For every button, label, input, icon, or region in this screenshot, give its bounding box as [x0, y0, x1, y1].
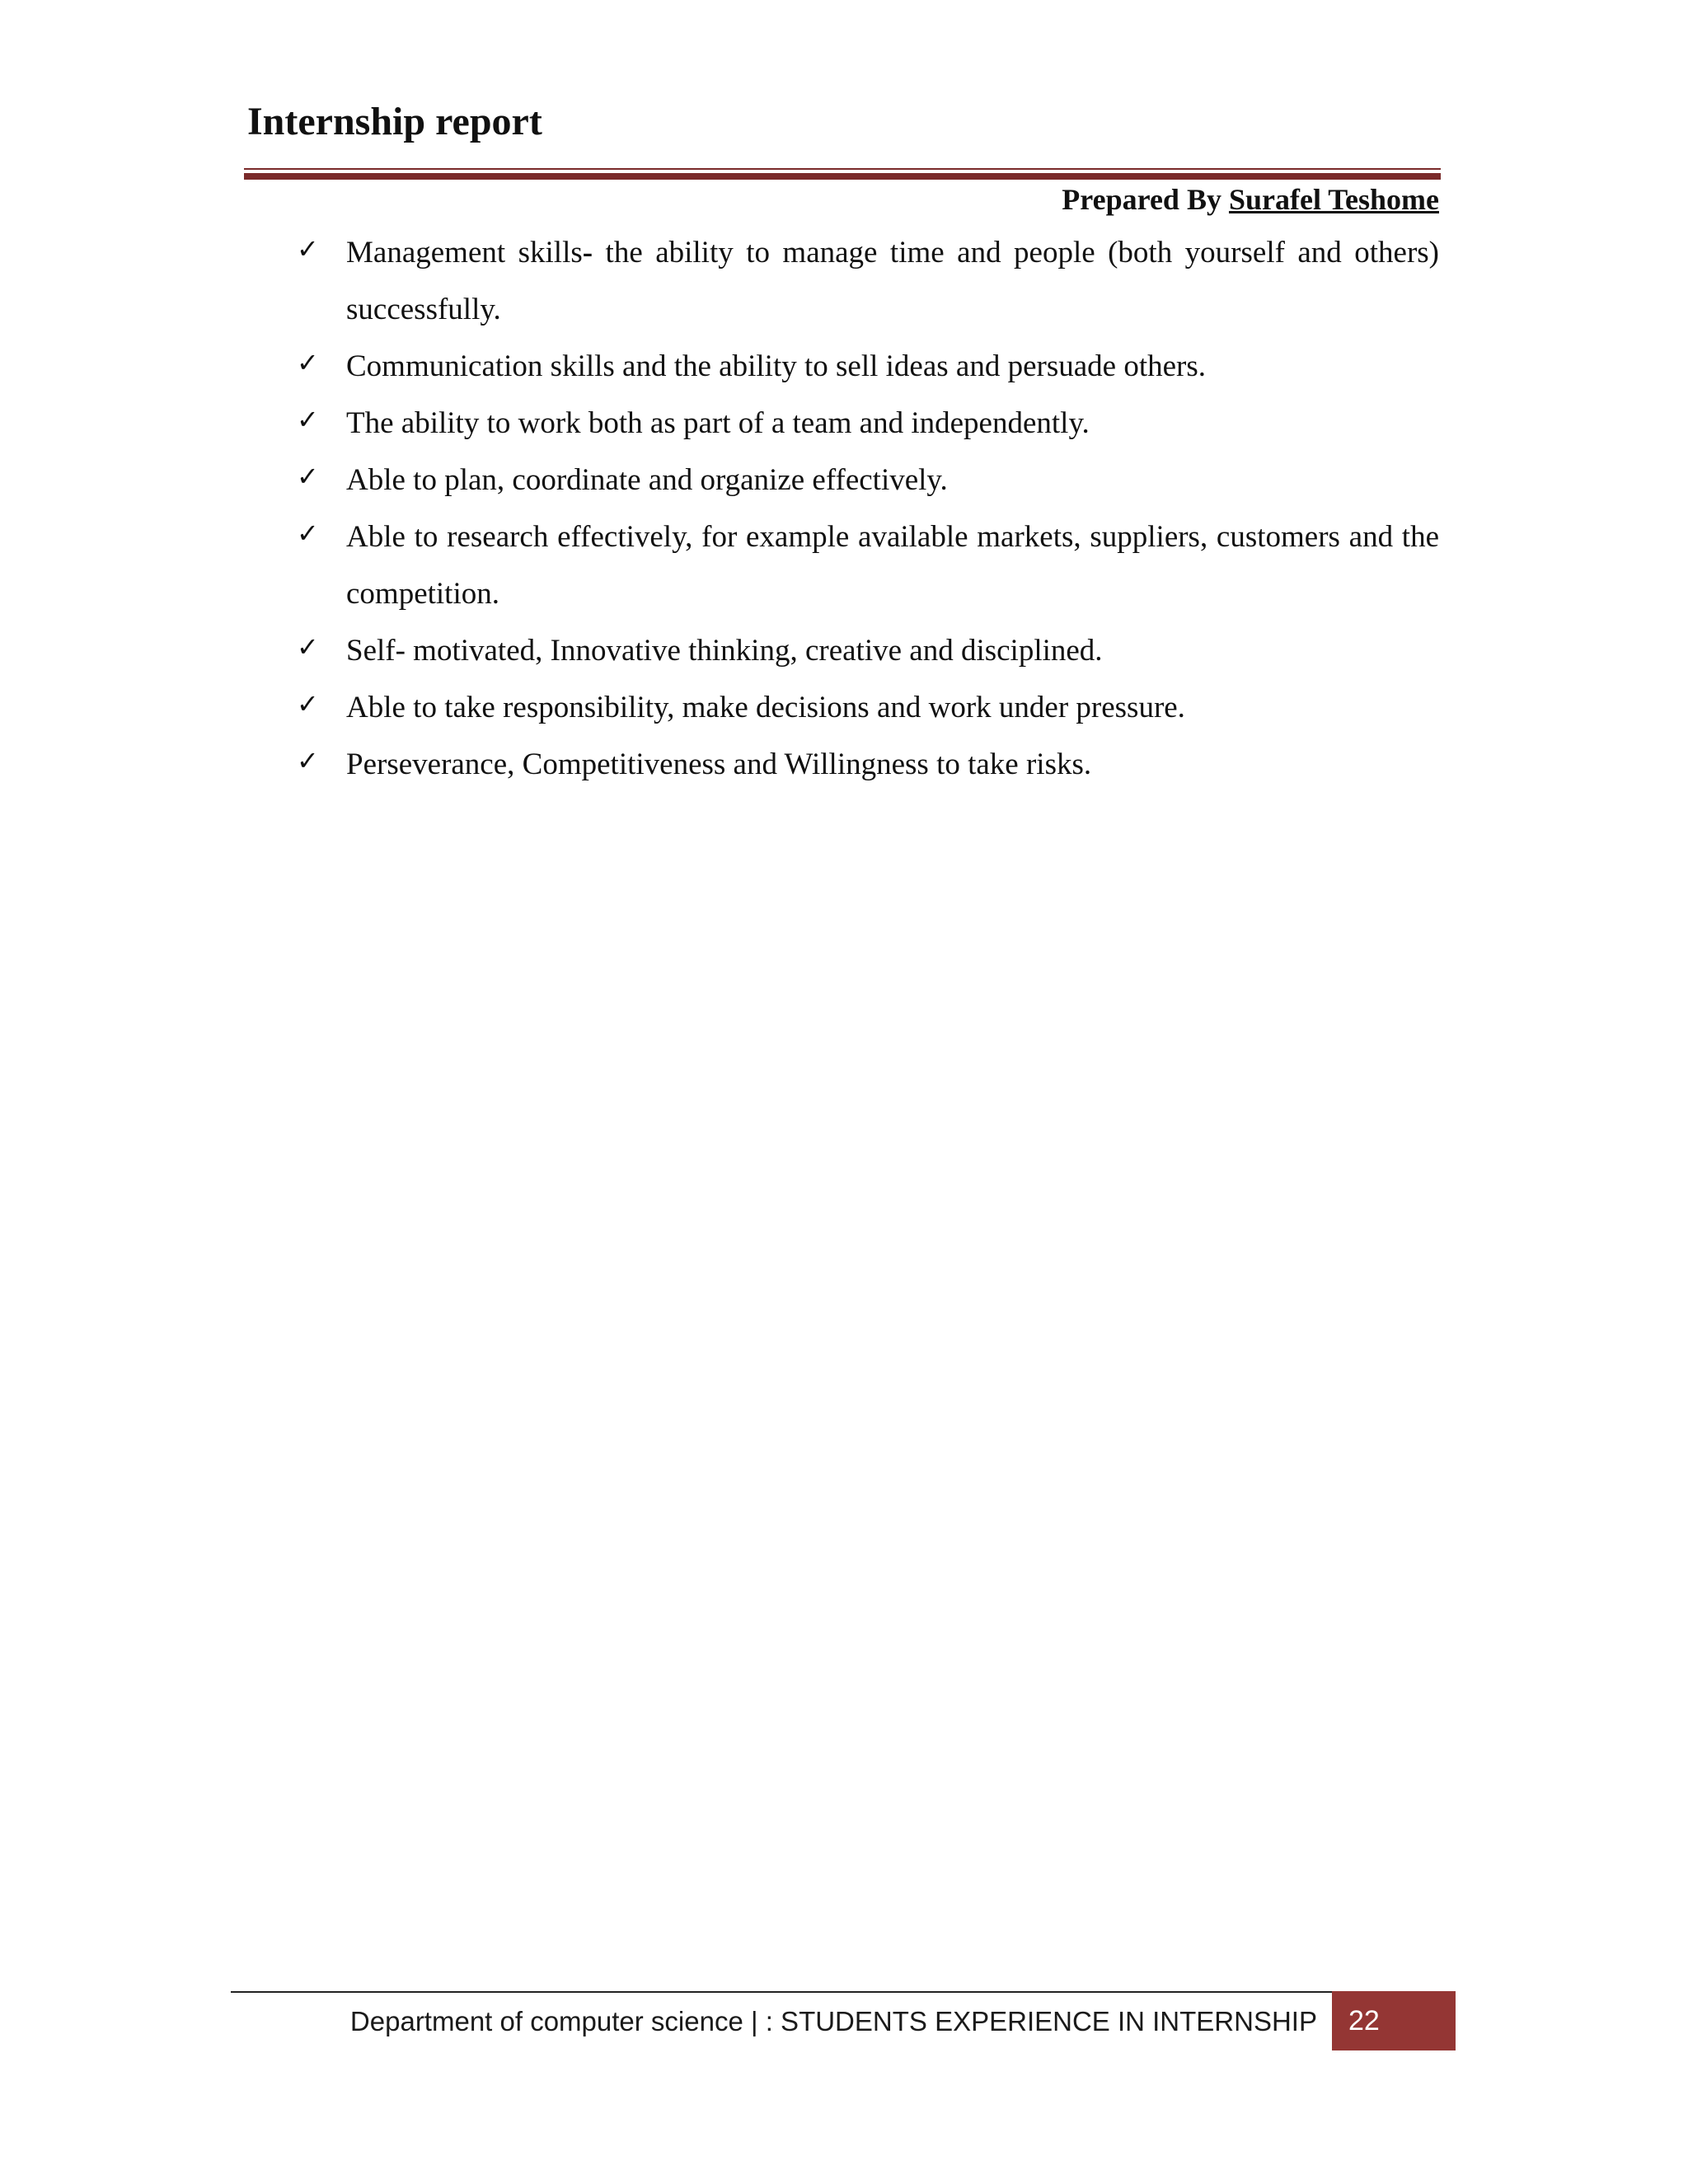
prepared-by: [1062, 180, 1439, 219]
checkmark-icon: ✓: [297, 631, 319, 663]
list-item: [297, 452, 1439, 509]
checkmark-icon: ✓: [297, 518, 319, 549]
page-number-box: [1332, 1991, 1456, 2050]
list-item: [297, 509, 1439, 622]
list-item-text: the ability to manage time and people (both yourself and others) successfully.: [346, 236, 1439, 326]
list-item-text: Able to plan, coordinate and organize effectively.: [346, 463, 948, 497]
list-item-text: Able to research effectively, for example available markets, suppliers, customers and the competition.: [346, 520, 1439, 611]
list-item-text: Communication skills and the ability to sell ideas and persuade others.: [346, 349, 1206, 383]
list-item-text: The ability to work both as part of a team and independently.: [346, 406, 1090, 440]
list-item-dash: -: [582, 236, 593, 269]
list-item-lead: Management skills: [346, 236, 583, 269]
prepared-by-label: Prepared By: [1062, 183, 1221, 216]
checkmark-icon: ✓: [297, 461, 319, 492]
checkmark-icon: ✓: [297, 688, 319, 719]
checkmark-icon: ✓: [297, 347, 319, 378]
checkmark-icon: ✓: [297, 745, 319, 776]
header-rule-thin: [244, 168, 1441, 170]
list-item: [297, 395, 1439, 452]
page-number: 22: [1348, 2005, 1380, 2036]
list-item: [297, 622, 1439, 679]
bullet-list: [297, 224, 1439, 793]
list-item-text: Perseverance, Competitiveness and Willingness to take risks.: [346, 748, 1092, 781]
footer-text: Department of computer science | : STUDENTS EXPERIENCE IN INTERNSHIP: [349, 2006, 1317, 2036]
page-title: Internship report: [247, 100, 542, 143]
author-name: Surafel Teshome: [1228, 183, 1439, 216]
checkmark-icon: ✓: [297, 404, 319, 435]
list-item-text: Self- motivated, Innovative thinking, creative and disciplined.: [346, 634, 1103, 668]
header-rule-thick: [244, 173, 1441, 180]
list-item: [297, 338, 1439, 395]
list-item-text: Able to take responsibility, make decisions and work under pressure.: [346, 691, 1185, 724]
list-item: [297, 679, 1439, 736]
list-item: [297, 224, 1439, 338]
checkmark-icon: ✓: [297, 233, 319, 265]
list-item: [297, 736, 1439, 793]
